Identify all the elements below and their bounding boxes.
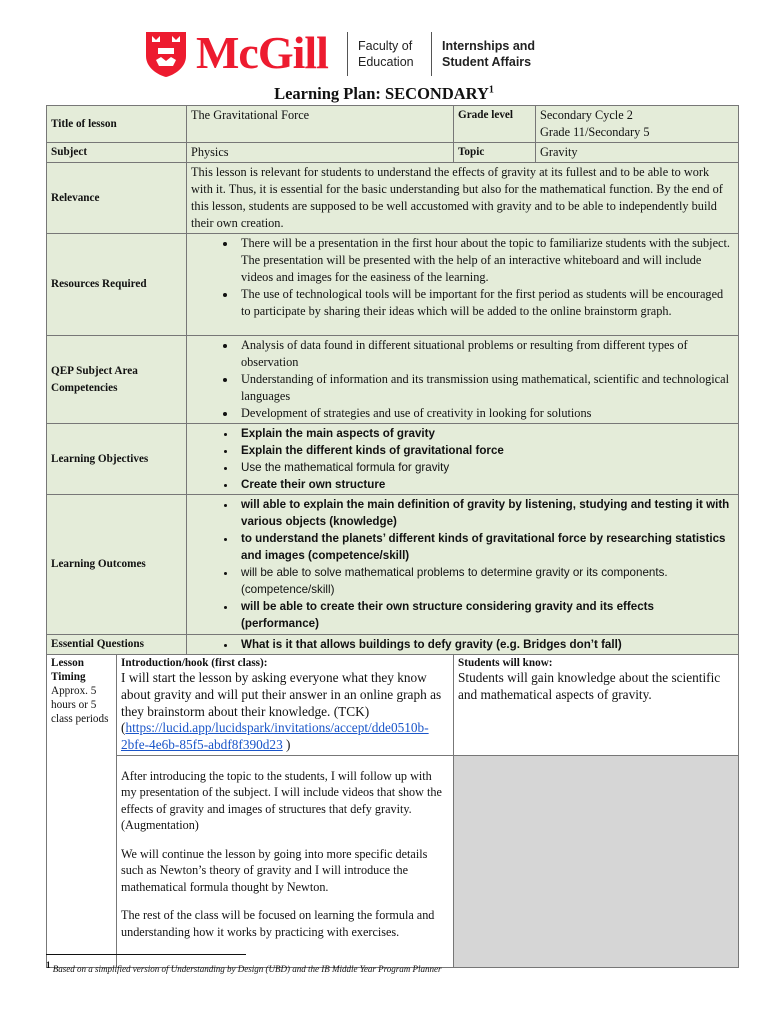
lesson-activities-row: [47, 755, 739, 967]
lesson-timing-label: Lesson Timing: [51, 657, 86, 683]
list-item: • Explain the different kinds of gravitational force: [237, 442, 734, 459]
qep-label: QEP Subject Area Competencies: [47, 336, 187, 424]
list-item: • Explain the main aspects of gravity: [237, 425, 734, 442]
qep-row: [47, 336, 739, 424]
office-label: Internships and Student Affairs: [442, 39, 536, 69]
lesson-activities-cell: [117, 755, 454, 967]
objectives-row: [47, 424, 739, 495]
introduction-heading: Introduction/hook (first class):: [121, 657, 268, 669]
title-of-lesson-value: The Gravitational Force: [187, 106, 454, 143]
students-know-heading: Students will know:: [458, 657, 553, 669]
resources-row: [47, 234, 739, 336]
topic-value: Gravity: [536, 143, 739, 163]
list-item: • Development of strategies and use of creativity in looking for solutions: [237, 405, 734, 422]
title-row: [47, 106, 739, 143]
essential-label: Essential Questions: [47, 635, 187, 655]
list-item: • will be able to create their own structure considering gravity and its effects (performance): [237, 598, 734, 632]
objectives-list: [187, 424, 739, 495]
subject-label: Subject: [47, 143, 187, 163]
list-item: • What is it that allows buildings to defy gravity (e.g. Bridges don’t fall): [237, 636, 734, 653]
mcgill-crest-icon: [144, 30, 188, 78]
outcomes-label: Learning Outcomes: [47, 495, 187, 635]
lesson-paragraph: After introducing the topic to the students, I will follow up with my presentation of the subject. I will include videos that show the effects of gravity and images of structures that defy gravity. (Augmentation): [121, 768, 442, 833]
list-item: • Create their own structure: [237, 476, 734, 493]
grade-level-value: Secondary Cycle 2 Grade 11/Secondary 5: [536, 106, 739, 143]
header-divider: [347, 32, 348, 76]
learning-plan-table: [46, 105, 739, 968]
footnote-marker: 1: [46, 960, 51, 970]
footnote: [46, 960, 442, 974]
title-of-lesson-label: Title of lesson: [47, 106, 187, 143]
resources-label: Resources Required: [47, 234, 187, 336]
footnote-rule: [46, 954, 246, 955]
footnote-text: Based on a simplified version of Understanding by Design (UBD) and the IB Middle Year Program Planner: [52, 964, 442, 974]
brand-wordmark: McGill: [196, 27, 328, 78]
introduction-text: I will start the lesson by asking everyone what they know about gravity and will put their answer in an online graph as they brainstorm about their knowledge. (TCK) (https://lucid.app/lucidspark/invitations/accept/dde0510b-2bfe-4e6b-85f5-abdf8f390d23 ): [121, 670, 442, 753]
grade-level-label: Grade level: [454, 106, 536, 143]
footnote-marker: 1: [488, 84, 494, 96]
lesson-timing-cell: [47, 655, 117, 968]
outcomes-row: [47, 495, 739, 635]
students-know-cell: [454, 655, 739, 756]
list-item: • Analysis of data found in different situational problems or resulting from different types of observation: [237, 337, 734, 371]
page-header: [144, 28, 564, 80]
subject-row: [47, 143, 739, 163]
list-item: • will able to explain the main definition of gravity by listening, studying and testing it with various objects (knowledge): [237, 496, 734, 530]
list-item: • Use the mathematical formula for gravity: [237, 459, 734, 476]
objectives-label: Learning Objectives: [47, 424, 187, 495]
relevance-row: [47, 163, 739, 234]
students-know-text: Students will gain knowledge about the scientific and mathematical aspects of gravity.: [458, 670, 721, 702]
list-item: • There will be a presentation in the first hour about the topic to familiarize students with the subject. The presentation will be presented with the help of an interactive whiteboard and will include videos and images for the easiness of the learning.: [237, 235, 734, 286]
topic-label: Topic: [454, 143, 536, 163]
essential-row: [47, 635, 739, 655]
lesson-paragraph: We will continue the lesson by going into more specific details such as Newton’s theory of gravity and I will introduce the mathematical formula thought by Newton.: [121, 846, 428, 894]
qep-list: [187, 336, 739, 424]
list-item: • to understand the planets’ different kinds of gravitational force by researching statistics and images (competence/skill): [237, 530, 734, 564]
lesson-timing-text: Approx. 5 hours or 5 class periods: [51, 685, 109, 725]
lesson-paragraph: The rest of the class will be focused on learning the formula and understanding how it works by practicing with exercises.: [121, 908, 435, 939]
empty-shaded-cell: [454, 755, 739, 967]
relevance-label: Relevance: [47, 163, 187, 234]
outcomes-list: [187, 495, 739, 635]
subject-value: Physics: [187, 143, 454, 163]
list-item: • The use of technological tools will be important for the first period as students will be encouraged to participate by sharing their ideas which will be added to the online brainstorm graph.: [237, 286, 734, 320]
essential-list: [187, 635, 739, 655]
header-divider: [431, 32, 432, 76]
lesson-row: [47, 655, 739, 756]
page-title: Learning Plan: SECONDARY$^1$: [274, 84, 494, 103]
faculty-label: Faculty of Education: [358, 39, 414, 69]
relevance-text: This lesson is relevant for students to understand the effects of gravity at its fullest and to be able to work with it. Thus, it is essential for the basic understanding but also for the mathematical function. By the end of this lesson, students are supposed to be well accustomed with gravity and to be able to independently build their own creation.: [187, 163, 739, 234]
introduction-cell: [117, 655, 454, 756]
brainstorm-link[interactable]: https://lucid.app/lucidspark/invitations/accept/dde0510b-2bfe-4e6b-85f5-abdf8f390d23: [121, 720, 429, 753]
list-item: • will be able to solve mathematical problems to determine gravity or its components. (competence/skill): [237, 564, 734, 598]
resources-list: [187, 234, 739, 336]
list-item: • Understanding of information and its transmission using mathematical, scientific and technological languages: [237, 371, 734, 405]
